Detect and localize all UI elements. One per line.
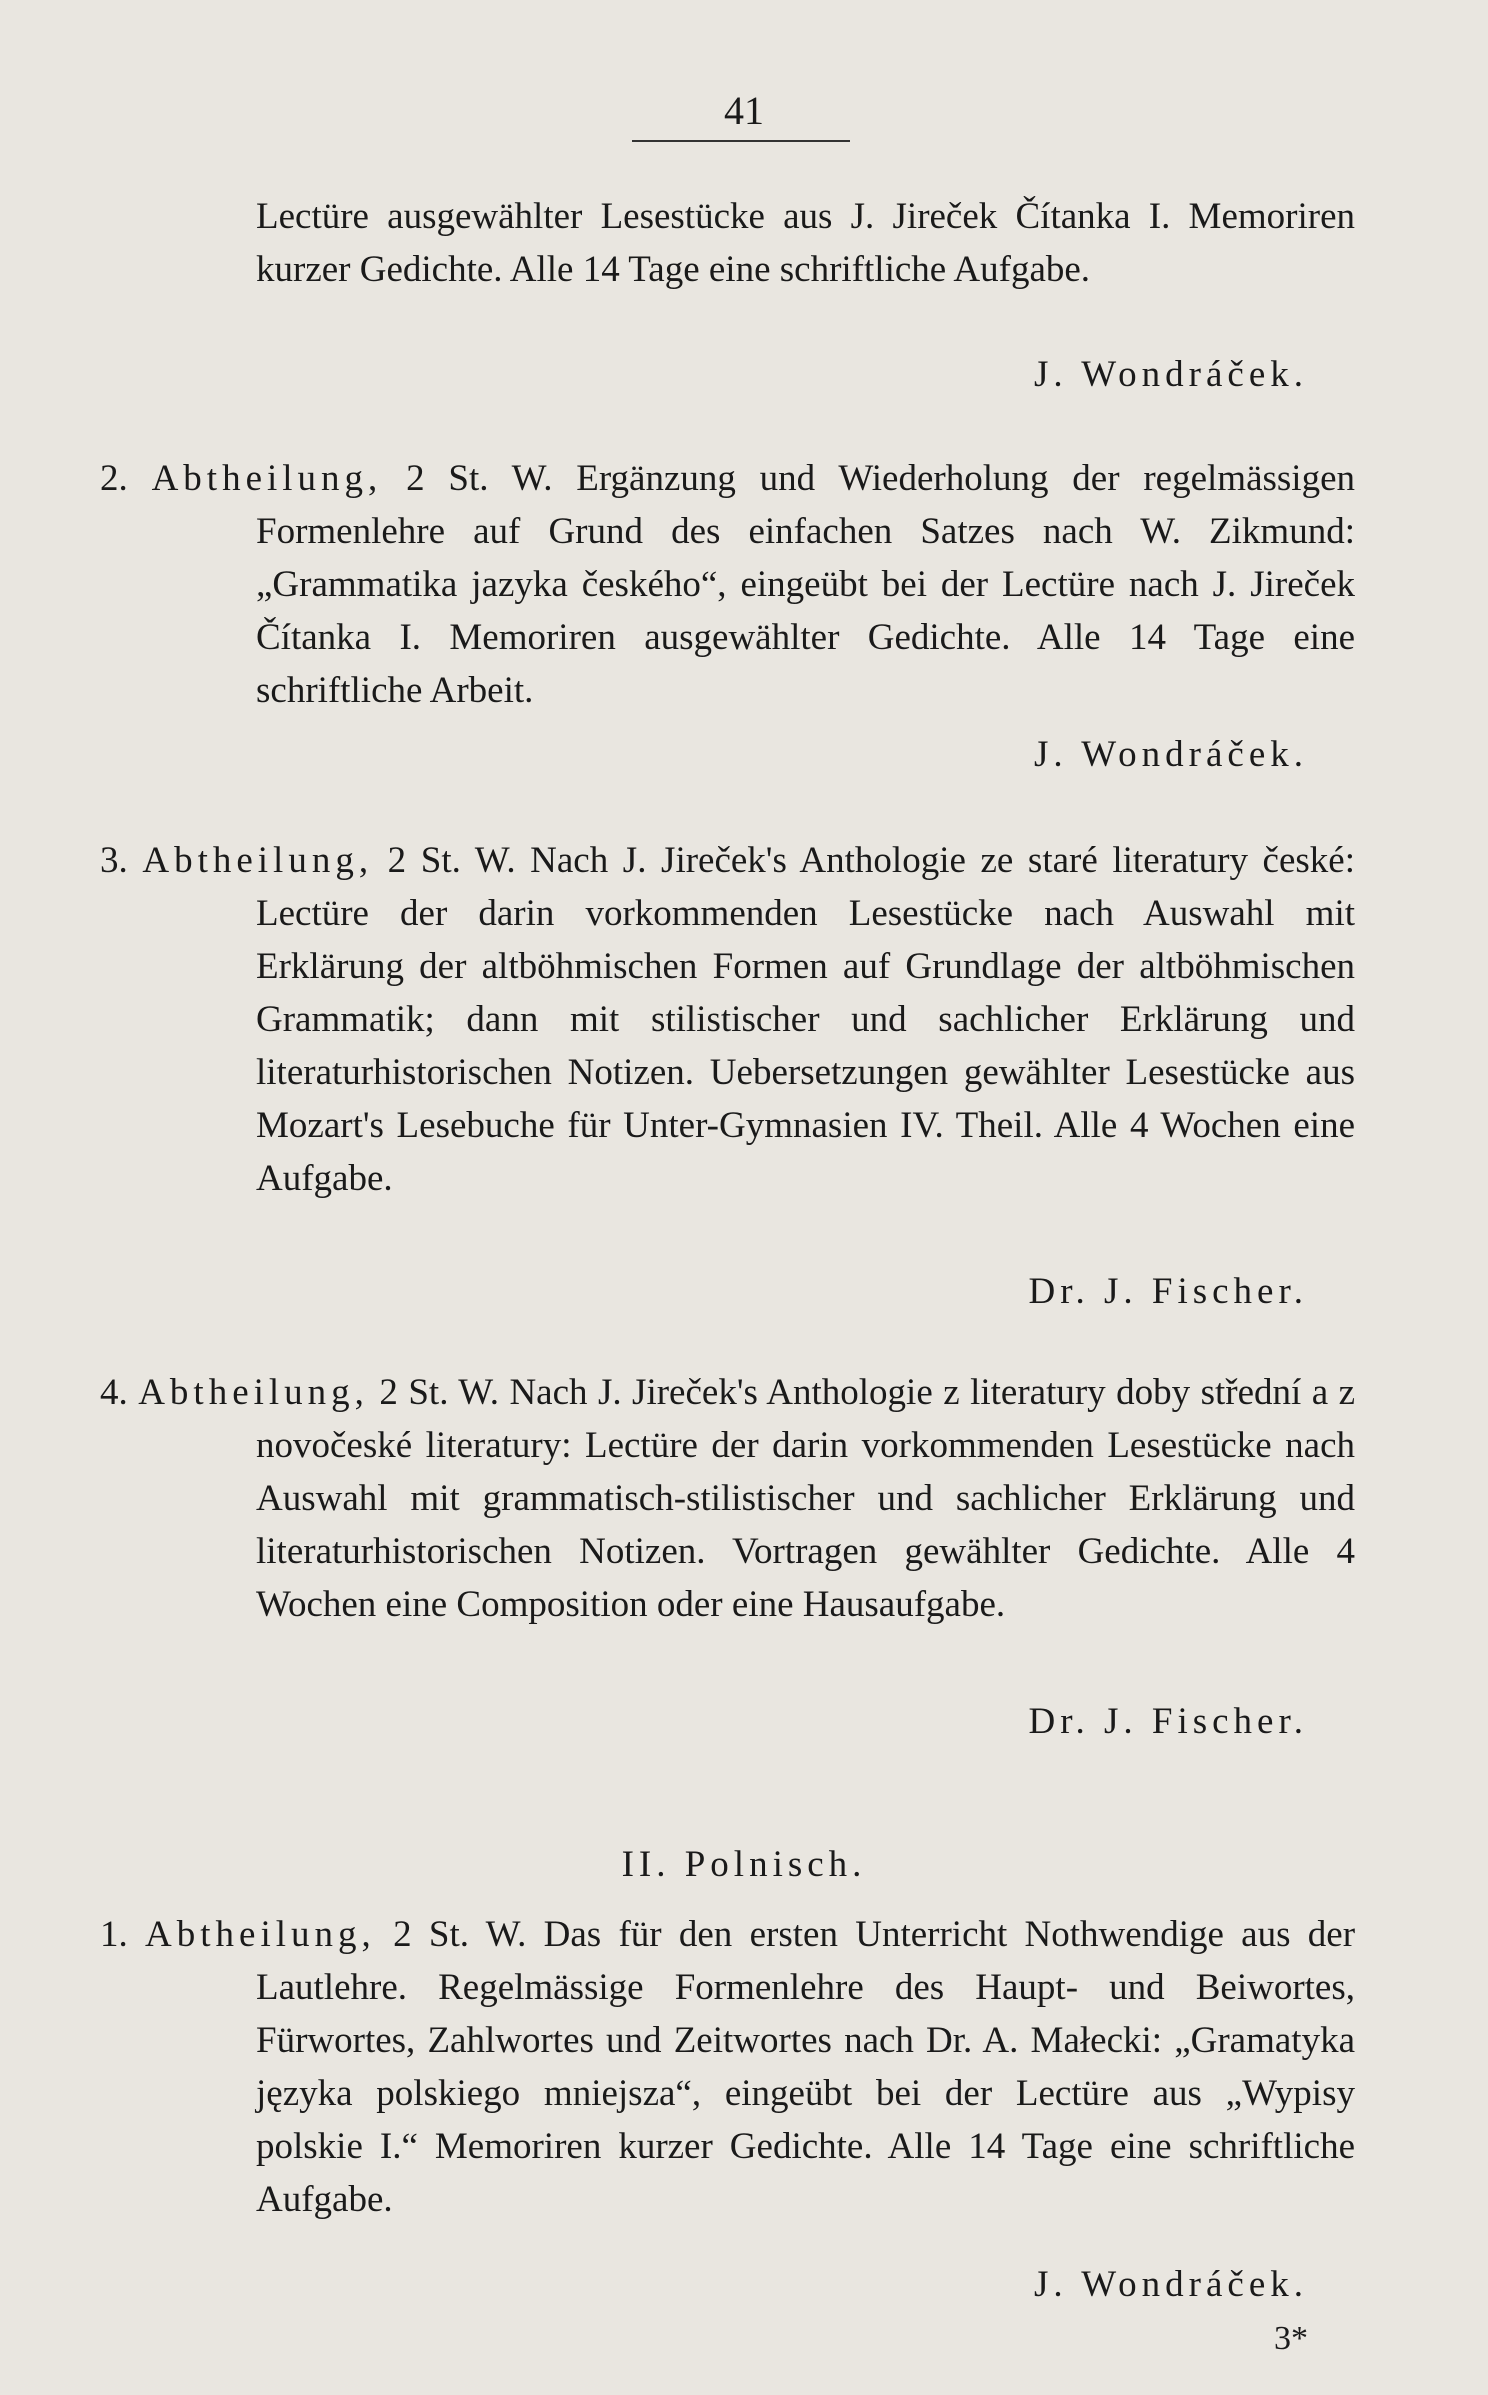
signature-name: Dr. J. Fischer. <box>1028 1701 1308 1742</box>
signature-name: J. Wondráček. <box>1033 734 1308 775</box>
polish-heading <box>0 1840 1488 1890</box>
section-number: 1. <box>100 1914 128 1955</box>
section-number: 3. <box>100 840 128 881</box>
intro-signature <box>1034 350 1308 400</box>
section-label: Abtheilung, <box>138 1372 369 1413</box>
section-text: 2 St. W. Das für den ersten Unterricht Nothwendige aus der Lautlehre. Regelmässige Formenlehre des Haupt- und Beiwortes, Fürwortes, Zahlwortes und Zeitwortes nach Dr. A. Małecki: „Gramatyka języka polskiego mniejsza“, eingeübt bei der Lectüre aus „Wypisy polskie I.“ Memoriren kurzer Gedichte. Alle 14 Tage eine schriftliche Aufgabe. <box>256 1914 1356 2220</box>
section-text: 2 St. W. Ergänzung und Wiederholung der regelmässigen Formenlehre auf Grund des einfachen Satzes nach W. Zikmund: „Grammatika jazyka českého“, eingeübt bei der Lectüre nach J. Jireček Čítanka I. Memoriren ausgewählter Gedichte. Alle 14 Tage eine schriftliche Arbeit. <box>256 458 1355 711</box>
section-label: Abtheilung, <box>142 840 374 881</box>
signature-name: Dr. J. Fischer. <box>1028 1271 1308 1312</box>
section-3-signature <box>1028 1267 1308 1317</box>
section-text: 2 St. W. Nach J. Jireček's Anthologie z literatury doby střední a z novočeské literatury: Lectüre der darin vorkommenden Lesestücke nach Auswahl mit grammatisch-stilistischer und sachlicher Erklärung und literaturhistorischen Notizen. Vortragen gewählter Gedichte. Alle 4 Wochen eine Composition oder eine Hausaufgabe. <box>256 1372 1356 1625</box>
header-rule <box>632 140 850 142</box>
section-label: Abtheilung, <box>145 1914 376 1955</box>
section-2-signature <box>1034 730 1308 780</box>
section-label: Abtheilung, <box>151 458 383 499</box>
page-number: 41 <box>724 88 764 133</box>
section-number: 4. <box>100 1372 128 1413</box>
signature-name: J. Wondráček. <box>1033 2264 1308 2305</box>
heading-text: II. Polnisch. <box>621 1844 867 1885</box>
section-number: 2. <box>100 458 128 499</box>
intro-paragraph: Lectüre ausgewählter Lesestücke aus J. Jireček Čítanka I. Memoriren kurzer Gedichte. Alle 14 Tage eine schriftliche Aufgabe. <box>256 196 1355 290</box>
polish-section-1 <box>100 1908 1355 2226</box>
polish-section-1-signature <box>1034 2260 1308 2310</box>
section-4 <box>100 1366 1355 1631</box>
section-text: 2 St. W. Nach J. Jireček's Anthologie ze staré literatury české: Lectüre der darin vorkommenden Lesestücke nach Auswahl mit Erklärung der altböhmischen Formen auf Grundlage der altböhmischen Grammatik; dann mit stilistischer und sachlicher Erklärung und literaturhistorischen Notizen. Uebersetzungen gewählter Lesestücke aus Mozart's Lesebuche für Unter-Gymnasien IV. Theil. Alle 4 Wochen eine Aufgabe. <box>256 840 1356 1199</box>
sheet-signature-mark: 3* <box>1274 2320 1308 2357</box>
section-2 <box>100 452 1355 717</box>
section-3 <box>100 834 1355 1205</box>
signature-name: J. Wondráček. <box>1033 354 1308 395</box>
section-4-signature <box>1028 1697 1308 1747</box>
